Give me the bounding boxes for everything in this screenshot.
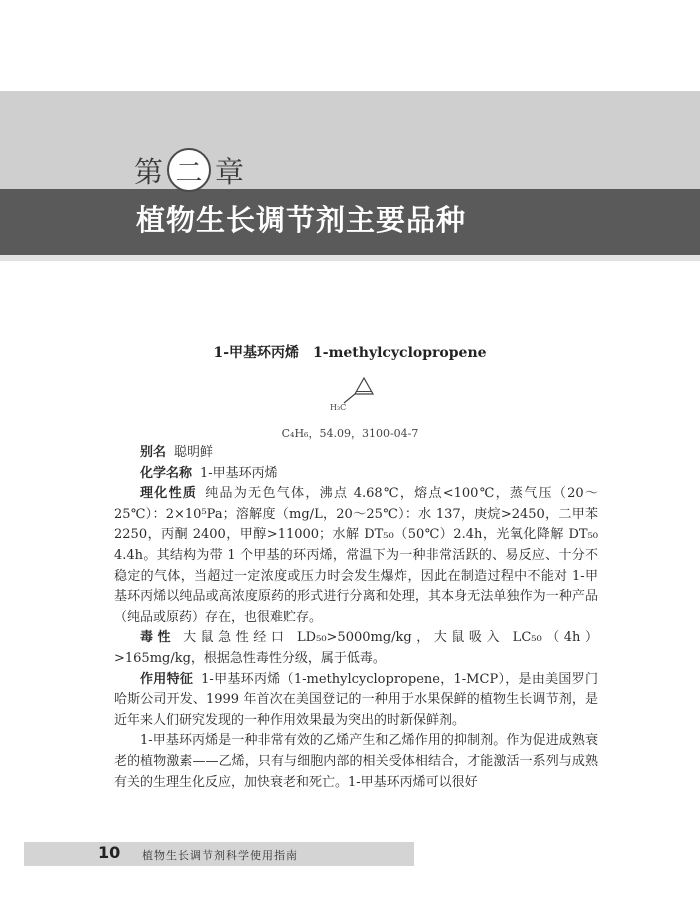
entry-name-en: 1-methylcyclopropene: [313, 345, 487, 361]
formula-line: C₄H₆，54.09，3100-04-7: [281, 427, 419, 440]
mechanism-paragraph: 1-甲基环丙烯是一种非常有效的乙烯产生和乙烯作用的抑制剂。作为促进成熟衰老的植物激素——乙烯，只有与细胞内部的相关受体相结合，才能激活一系列与成熟有关的生理生化反应，加快衰老和死亡。1-甲基环丙烯可以很好: [114, 733, 598, 790]
toxicity-label: 毒性: [140, 630, 176, 646]
toxicity-paragraph: [114, 628, 598, 669]
chemname-text: 1-甲基环丙烯: [200, 465, 278, 481]
props-paragraph: [114, 484, 598, 628]
action-paragraph: [114, 670, 598, 732]
chapter-number: 二: [175, 157, 203, 189]
chapter-prefix: 第: [134, 154, 164, 189]
chapter-label: [134, 148, 244, 192]
book-title: 植物生长调节剂科学使用指南: [142, 849, 298, 862]
chapter-number-circle: [167, 148, 211, 192]
methyl-label: H₃C: [330, 403, 347, 412]
chemname-paragraph: [114, 464, 598, 485]
alias-paragraph: [114, 443, 598, 464]
alias-label: 别名: [140, 445, 167, 460]
entry-name-cn: 1-甲基环丙烯: [213, 345, 300, 361]
entry-heading: [0, 342, 700, 362]
chapter-banner-edge: [0, 255, 700, 261]
alias-text: 聪明鲜: [174, 445, 214, 460]
body-text: [114, 443, 598, 793]
props-label: 理化性质: [140, 486, 198, 502]
action-text: 1-甲基环丙烯（1-methylcyclopropene，1-MCP），是由美国罗门哈斯公司开发、1999 年首次在美国登记的一种用于水果保鲜的植物生长调节剂，是近年来人们研究发现的一种作用效果最为突出的时新保鲜剂。: [114, 671, 598, 728]
page-number: 10: [98, 843, 121, 862]
methyl-bond-line: [344, 394, 355, 403]
chapter-suffix: 章: [215, 154, 245, 189]
toxicity-text: 大鼠急性经口 LD₅₀>5000mg/kg，大鼠吸入 LC₅₀（4h）>165mg/kg，根据急性毒性分级，属于低毒。: [114, 630, 598, 666]
chemname-label: 化学名称: [140, 465, 193, 481]
chapter-title: 植物生长调节剂主要品种: [136, 203, 467, 237]
chapter-banner-top: [0, 91, 700, 189]
props-text: 纯品为无色气体，沸点 4.68℃，熔点<100℃，蒸气压（20～25℃）：2×10⁵Pa；溶解度（mg/L，20～25℃）：水 137，庚烷>2450，二甲苯 2250，丙酮 2400，甲醇>11000；水解 DT₅₀（50℃）2.4h，光氧化降解 DT₅₀ 4.4h。其结构为带 1 个甲基的环丙烯，常温下为一种非常活跃的、易反应、十分不稳定的气体，当超过一定浓度或压力时会发生爆炸，因此在制造过程中不能对 1-甲基环丙烯以纯品或高浓度原药的形式进行分离和处理，其本身无法单独作为一种产品（纯品或原药）存在，也很难贮存。: [114, 486, 598, 625]
action-label: 作用特征: [140, 671, 194, 687]
